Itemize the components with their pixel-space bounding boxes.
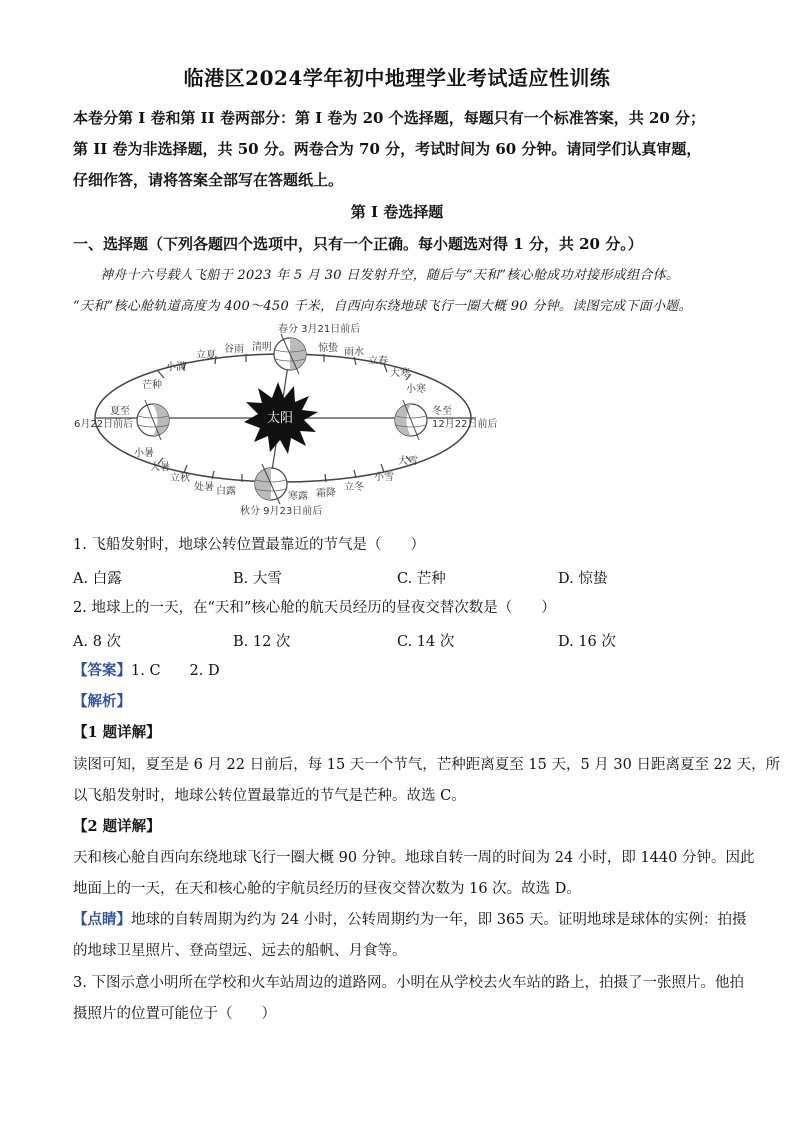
passage-line-1: 神舟十六号载人飞船于 2023 年 5 月 30 日发射升空，随后与“天和”核心舱成功对接形成组合体。 [100, 268, 680, 283]
detail1-line-1: 读图可知，夏至是 6 月 22 日前后，每 15 天一个节气，芒种距离夏至 15 天，5 月 30 日距离夏至 22 天，所 [73, 757, 781, 773]
term-hanlu: 寒露 [288, 491, 308, 502]
term-jingzhe: 惊蛰 [318, 343, 338, 354]
label-summer-1: 夏至 [110, 406, 130, 417]
intro-line-2: 第 II 卷为非选择题，共 50 分。两卷合为 70 分，考试时间为 60 分钟。请同学们认真审题， [73, 140, 702, 158]
earth-winter-icon [395, 400, 427, 440]
sun-label: 太阳 [266, 411, 294, 426]
answer-text: 1. C 2. D [131, 663, 220, 679]
detail1-line-2: 以飞船发射时，地球公转位置最靠近的节气是芒种。故选 C。 [73, 788, 466, 804]
term-daxue: 大雪 [398, 456, 418, 467]
tips-row [73, 910, 747, 930]
detail2-line-1: 天和核心舱自西向东绕地球飞行一圈大概 90 分钟。地球自转一周的时间为 24 小时，即 1440 分钟。因此 [73, 850, 755, 866]
q1-option-b[interactable]: B. 大雪 [233, 571, 282, 587]
term-yushui: 雨水 [344, 347, 364, 358]
earth-spring-icon [274, 334, 306, 374]
intro-line-1: 本卷分第 I 卷和第 II 卷两部分：第 I 卷为 20 个选择题，每题只有一个标准答案，共 20 分； [73, 109, 706, 127]
q2-option-d[interactable]: D. 16 次 [558, 634, 616, 650]
term-qingming: 清明 [252, 342, 272, 353]
term-xiaoshu: 小暑 [134, 448, 154, 459]
term-chushu: 处暑 [194, 482, 214, 493]
q1-stem: 1. 飞船发射时，地球公转位置最靠近的节气是（ ） [73, 537, 425, 553]
analysis-row [73, 692, 733, 712]
q3-line-1: 3. 下图示意小明所在学校和火车站周边的道路网。小明在从学校去火车站的路上，拍摄了一张照片。他拍 [73, 975, 744, 991]
term-xiaohan: 小寒 [406, 384, 426, 395]
detail2-label: 【2 题详解】 [73, 818, 161, 835]
tips-line-2: 的地球卫星照片、登高望远、远去的船帆、月食等。 [73, 943, 407, 959]
section-title: 第 I 卷选择题 [350, 203, 444, 221]
earth-summer-icon [137, 400, 169, 440]
answer-row [73, 661, 733, 681]
label-spring: 春分 3月21日前后 [278, 324, 361, 335]
q3-line-2: 摄照片的位置可能位于（ ） [73, 1006, 276, 1022]
term-liqiu: 立秋 [170, 473, 190, 484]
tips-label: 【点睛】 [73, 911, 131, 928]
answer-label: 【答案】 [73, 662, 131, 679]
label-summer-2: 6月22日前后 [74, 419, 134, 430]
earth-orbit-diagram [66, 318, 506, 528]
q2-option-c[interactable]: C. 14 次 [397, 634, 455, 650]
q1-option-d[interactable]: D. 惊蛰 [558, 571, 608, 587]
q2-option-b[interactable]: B. 12 次 [233, 634, 291, 650]
q1-option-a[interactable]: A. 白露 [73, 571, 122, 587]
detail1-label: 【1 题详解】 [73, 724, 161, 741]
q2-stem: 2. 地球上的一天，在“天和”核心舱的航天员经历的昼夜交替次数是（ ） [73, 600, 556, 616]
term-lidong: 立冬 [344, 482, 364, 493]
label-winter-2: 12月22日前后 [432, 419, 498, 430]
tips-line-1: 地球的自转周期为约为 24 小时，公转周期约为一年，即 365 天。证明地球是球体的实例：拍摄 [131, 912, 747, 928]
term-bailu: 白露 [216, 486, 236, 497]
term-lichun: 立春 [368, 356, 388, 367]
label-autumn: 秋分 9月23日前后 [240, 506, 323, 517]
term-dashu: 大暑 [150, 462, 170, 473]
term-lixia: 立夏 [196, 350, 216, 361]
analysis-label: 【解析】 [73, 693, 131, 710]
label-winter-1: 冬至 [432, 406, 452, 417]
term-shuangjiang: 霜降 [316, 488, 336, 499]
detail2-line-2: 地面上的一天，在天和核心舱的宇航员经历的昼夜交替次数为 16 次。故选 D。 [73, 881, 581, 897]
term-guyu: 谷雨 [224, 344, 244, 355]
term-mangzhong: 芒种 [142, 380, 162, 391]
earth-autumn-icon [255, 464, 287, 504]
term-xiaoman: 小满 [166, 362, 186, 373]
q1-option-c[interactable]: C. 芒种 [397, 571, 446, 587]
term-xiaoxue: 小雪 [374, 472, 394, 483]
passage-line-2: “天和”核心舱轨道高度为 400～450 千米，自西向东绕地球飞行一圈大概 90 分钟。读图完成下面小题。 [73, 299, 692, 314]
intro-line-3: 仔细作答，请将答案全部写在答题纸上。 [73, 171, 344, 189]
part-heading: 一、选择题（下列各题四个选项中，只有一个正确。每小题选对得 1 分，共 20 分。） [73, 235, 643, 253]
q2-option-a[interactable]: A. 8 次 [73, 634, 122, 650]
term-dahan: 大寒 [390, 368, 410, 379]
page-title: 临港区2024学年初中地理学业考试适应性训练 [183, 66, 611, 90]
